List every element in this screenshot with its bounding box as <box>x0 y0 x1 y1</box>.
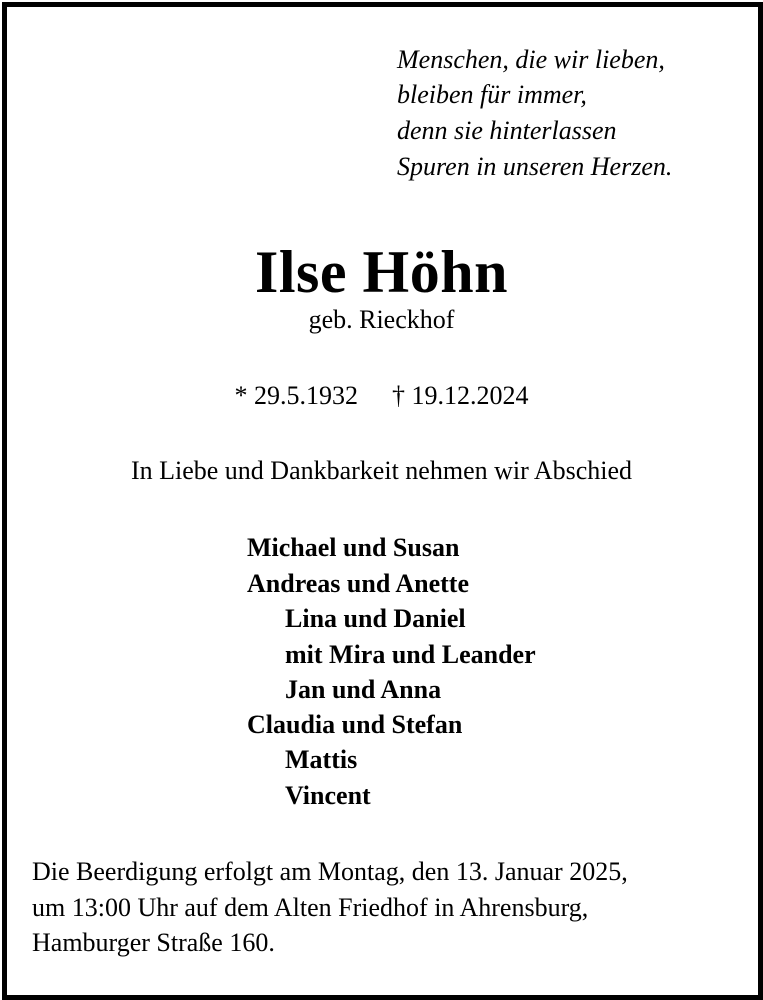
mourner-name: Claudia und Stefan <box>247 710 463 739</box>
mourner-name: Jan und Anna <box>285 675 442 704</box>
death-date: † 19.12.2024 <box>392 381 529 410</box>
funeral-info-line: Die Beerdigung erfolgt am Montag, den 13. Januar 2025, <box>32 857 628 886</box>
farewell-text: In Liebe und Dankbarkeit nehmen wir Abschied <box>130 456 633 485</box>
mourner-name: mit Mira und Leander <box>285 640 536 669</box>
birth-name: geb. Rieckhof <box>308 305 455 334</box>
mourner-name: Mattis <box>285 745 358 774</box>
funeral-info-line: um 13:00 Uhr auf dem Alten Friedhof in Ahrensburg, <box>32 893 589 922</box>
poem-line: denn sie hinterlassen <box>397 116 617 145</box>
funeral-info-line: Hamburger Straße 160. <box>32 928 275 957</box>
mourner-name: Michael und Susan <box>247 533 460 562</box>
deceased-name: Ilse Höhn <box>255 239 508 305</box>
poem-line: Spuren in unseren Herzen. <box>397 152 673 181</box>
birth-date: * 29.5.1932 <box>234 381 358 410</box>
poem-line: Menschen, die wir lieben, <box>397 45 665 74</box>
life-dates <box>0 383 763 409</box>
mourner-name: Vincent <box>285 781 371 810</box>
mourner-name: Lina und Daniel <box>285 604 466 633</box>
poem-line: bleiben für immer, <box>397 80 587 109</box>
mourner-name: Andreas und Anette <box>247 569 470 598</box>
